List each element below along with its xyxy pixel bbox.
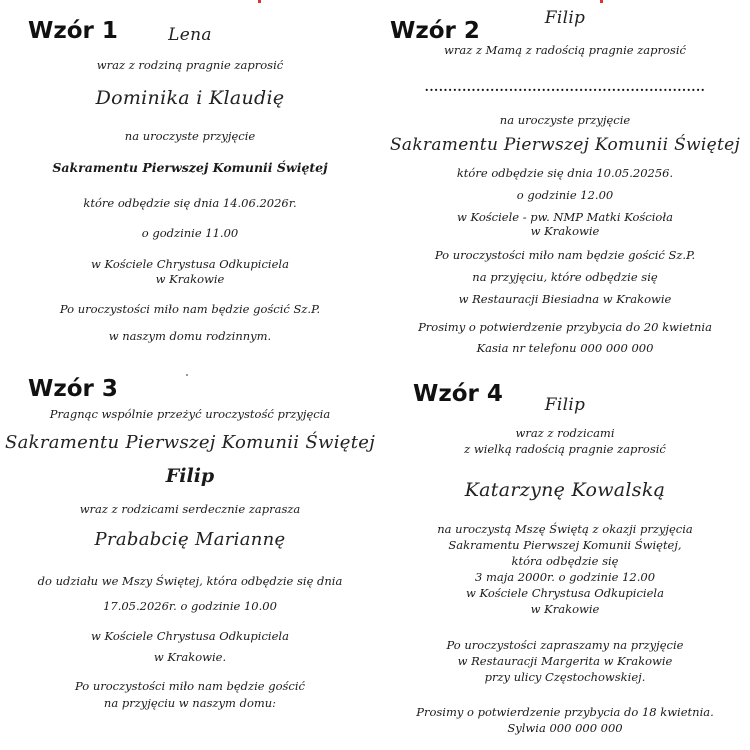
wzor2-reception-line: na uroczyste przyjęcie <box>499 113 631 127</box>
wzor3-mass-line: do udziału we Mszy Świętej, która odbędzie się dnia <box>37 574 343 588</box>
wzor2-name: Filip <box>544 8 586 28</box>
wzor1-home-line: w naszym domu rodzinnym. <box>108 329 272 343</box>
wzor3-city-line: w Krakowie. <box>153 650 227 664</box>
wzor3-date-line: 17.05.2026r. o godzinie 10.00 <box>103 599 277 613</box>
wzor3-invite-line: wraz z rodzicami serdecznie zaprasza <box>79 502 301 516</box>
wzor2-city-line: w Krakowie <box>530 224 600 238</box>
red-mark-mid <box>186 374 188 376</box>
wzor3-card <box>5 378 375 750</box>
wzor2-party-line: na przyjęciu, które odbędzie się <box>472 270 658 284</box>
wzor2-phone-line: Kasia nr telefonu 000 000 000 <box>476 341 654 355</box>
wzor4-invite-line: z wielką radością pragnie zaprosić <box>464 442 666 456</box>
wzor2-guest-placeholder: ............................................................ <box>424 80 706 94</box>
wzor4-street-line: przy ulicy Częstochowskiej. <box>484 670 646 684</box>
wzor1-name: Lena <box>168 25 212 45</box>
wzor1-sacrament: Sakramentu Pierwszej Komunii Świętej <box>52 160 328 175</box>
wzor4-city-line: w Krakowie <box>530 602 600 616</box>
wzor2-label: Wzór 2 <box>390 18 480 44</box>
wzor4-mass-line: na uroczystą Mszę Świętą z okazji przyjęcia <box>437 522 693 536</box>
wzor4-name: Filip <box>544 395 586 415</box>
wzor4-sacrament-line: Sakramentu Pierwszej Komunii Świętej, <box>448 538 682 552</box>
wzor3-church-line: w Kościele Chrystusa Odkupiciela <box>91 629 289 643</box>
wzor3-label: Wzór 3 <box>28 376 118 402</box>
wzor1-reception-line: na uroczyste przyjęcie <box>124 129 256 143</box>
wzor2-after-line: Po uroczystości miło nam będzie gościć Sz.P. <box>434 248 696 262</box>
wzor3-after-line: Po uroczystości miło nam będzie gościć <box>75 679 305 693</box>
wzor3-guest: Prababcię Mariannę <box>94 529 286 550</box>
wzor4-card <box>385 378 745 750</box>
wzor4-parents-line: wraz z rodzicami <box>515 426 615 440</box>
wzor1-label: Wzór 1 <box>28 18 118 44</box>
wzor2-invite-line: wraz z Mamą z radością pragnie zaprosić <box>444 43 686 57</box>
wzor1-city-line: w Krakowie <box>155 272 225 286</box>
wzor2-time-line: o godzinie 12.00 <box>516 188 614 202</box>
wzor2-date-line: które odbędzie się dnia 10.05.20256. <box>456 166 674 180</box>
wzor3-home-line: na przyjęciu w naszym domu: <box>103 696 277 710</box>
wzor4-church-line: w Kościele Chrystusa Odkupiciela <box>466 586 664 600</box>
wzor1-invite-line: wraz z rodziną pragnie zaprosić <box>96 58 284 72</box>
wzor2-sacrament: Sakramentu Pierwszej Komunii Świętej <box>389 135 741 155</box>
wzor4-when-line: która odbędzie się <box>511 554 619 568</box>
wzor4-phone-line: Sylwia 000 000 000 <box>507 721 623 735</box>
wzor4-guest: Katarzynę Kowalską <box>464 479 666 501</box>
wzor1-date-line: które odbędzie się dnia 14.06.2026r. <box>83 196 297 210</box>
wzor2-church-line: w Kościele - pw. NMP Matki Kościoła <box>457 210 673 224</box>
wzor1-time-line: o godzinie 11.00 <box>141 226 239 240</box>
wzor4-date-line: 3 maja 2000r. o godzinie 12.00 <box>474 570 656 584</box>
wzor4-label: Wzór 4 <box>413 381 503 407</box>
wzor1-after-line: Po uroczystości miło nam będzie gościć Sz.P. <box>59 302 321 316</box>
wzor4-after-line: Po uroczystości zapraszamy na przyjęcie <box>446 638 684 652</box>
wzor1-card <box>5 0 375 370</box>
wzor3-intro-line: Pragnąc wspólnie przeżyć uroczystość przyjęcia <box>49 407 331 421</box>
wzor4-rsvp-line: Prosimy o potwierdzenie przybycia do 18 kwietnia. <box>416 705 714 719</box>
wzor2-rsvp-line: Prosimy o potwierdzenie przybycia do 20 kwietnia <box>418 320 712 334</box>
wzor3-sacrament: Sakramentu Pierwszej Komunii Świętej <box>5 432 376 453</box>
wzor1-church-line: w Kościele Chrystusa Odkupiciela <box>91 257 289 271</box>
wzor1-guest: Dominika i Klaudię <box>95 87 285 109</box>
wzor4-restaurant-line: w Restauracji Margerita w Krakowie <box>457 654 673 668</box>
wzor2-card <box>385 0 745 370</box>
wzor2-restaurant-line: w Restauracji Biesiadna w Krakowie <box>458 292 672 306</box>
wzor3-name: Filip <box>165 465 215 487</box>
